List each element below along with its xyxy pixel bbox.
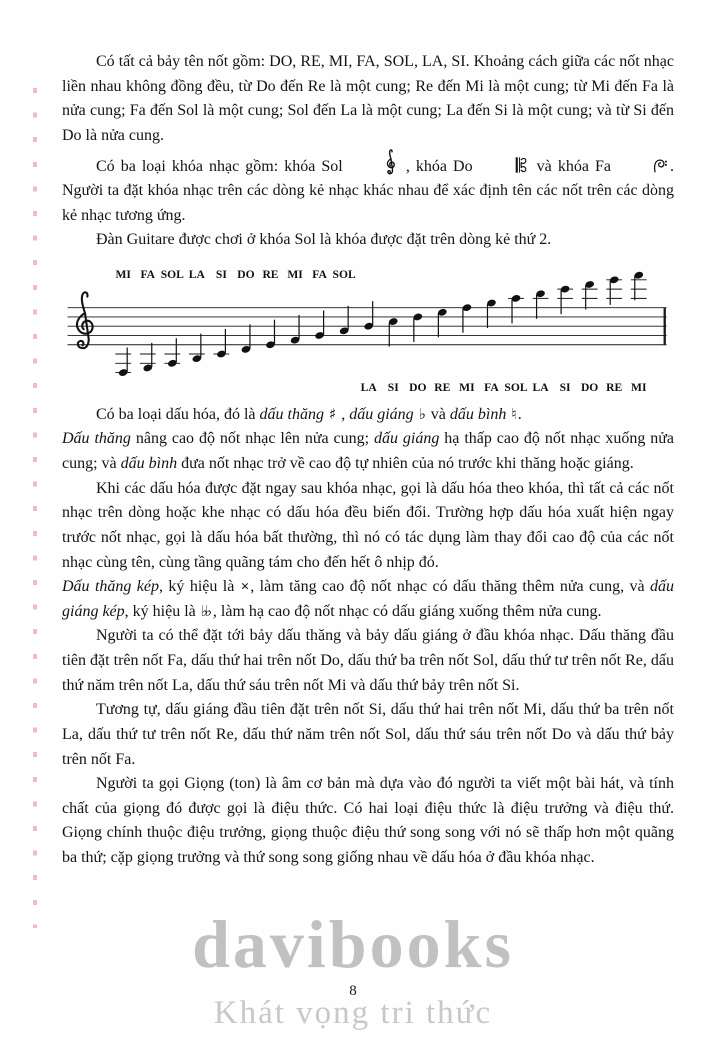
svg-text:FA: FA [312, 267, 327, 281]
svg-text:DO: DO [409, 381, 427, 395]
svg-text:LA: LA [532, 381, 549, 395]
text-run: Tương tự, dấu giáng đầu tiên đặt trên nốt Si, dấu thứ hai trên nốt Mi, dấu thứ ba trên nốt La, dấu thứ tư trên nốt Re, dấu thứ năm trên nốt Sol, dấu thứ sáu trên nốt Do và dấu thứ bảy trên nốt Fa. [62, 701, 674, 768]
svg-text:DO: DO [580, 381, 599, 395]
svg-text:LA: LA [360, 381, 377, 395]
paragraph [62, 149, 674, 229]
svg-text:LA: LA [188, 267, 205, 281]
svg-text:SI: SI [387, 381, 399, 395]
watermark-brand: davibooks [192, 906, 514, 982]
svg-text:MI: MI [459, 381, 475, 395]
text-run: và [426, 405, 450, 423]
page-content [62, 50, 674, 871]
text-run: dấu bình [120, 455, 178, 473]
svg-text:SOL: SOL [504, 381, 528, 395]
svg-text:DO: DO [237, 267, 255, 281]
svg-text:FA: FA [140, 267, 156, 281]
text-run: nâng cao độ nốt nhạc lên nửa cung; [130, 430, 375, 448]
text-run: dấu bình [449, 405, 507, 423]
sharp-icon: ♯ [328, 404, 337, 423]
natural-icon: ♮ [511, 404, 517, 423]
text-run: , ký hiệu là [159, 578, 240, 596]
text-run: Đàn Guitare được chơi ở khóa Sol là khóa được đặt trên dòng kẻ thứ 2. [96, 231, 552, 249]
text-run: dấu giáng [349, 405, 414, 423]
treble-clef-icon [349, 149, 400, 177]
text-run: , [337, 405, 350, 423]
paragraph [62, 772, 674, 871]
text-run: hạ thấp cao độ nốt nhạc xuống nửa cung; và [62, 430, 675, 473]
paragraph [62, 50, 674, 149]
paragraphs-top [62, 50, 674, 253]
paragraph [62, 403, 674, 428]
text-run: Dấu thăng kép [62, 578, 160, 596]
svg-text:RE: RE [606, 381, 623, 395]
text-run: Có tất cả bảy tên nốt gồm: DO, RE, MI, FA, SOL, LA, SI. Khoảng cách giữa các nốt nhạc liền nhau không đồng đều, từ Do đến Re là một cung; Re đến Mi là một cung; từ Mi đến Fa là nửa cung; Fa đến Sol là một cung; Sol đến La là một cung; La đến Si là một cung; và từ Si đến Do là nửa cung. [62, 53, 674, 144]
text-run: , khóa Do [399, 157, 479, 175]
text-run: Có ba loại khóa nhạc gồm: khóa Sol [96, 157, 349, 175]
page-number: 8 [349, 983, 357, 999]
svg-text:SOL: SOL [332, 267, 356, 281]
paragraph [62, 228, 674, 253]
paragraph [62, 575, 674, 624]
text-run: dấu thăng [259, 405, 324, 423]
paragraph [62, 624, 674, 698]
staff-figure [62, 265, 674, 395]
bass-clef-icon [617, 158, 670, 174]
double-flat-icon: ♭♭ [200, 601, 209, 620]
paragraph [62, 427, 674, 476]
svg-text:SI: SI [559, 381, 571, 395]
flat-icon: ♭ [418, 404, 426, 423]
text-run: . Người ta đặt khóa nhạc trên các dòng kẻ nhạc khác nhau để xác định tên các nốt trên các dòng kẻ nhạc tương ứng. [62, 157, 675, 224]
paragraph [62, 477, 674, 576]
text-run: Người ta có thể đặt tới bảy dấu thăng và bảy dấu giáng ở đầu khóa nhạc. Dấu thăng đầu tiên đặt trên nốt Fa, dấu thứ hai trên nốt Do, dấu thứ ba trên nốt Sol, dấu thứ tư trên nốt Re, dấu thứ năm trên nốt La, dấu thứ sáu trên nốt Mi và dấu thứ bảy trên nốt Si. [62, 627, 674, 694]
text-run: đưa nốt nhạc trở về cao độ tự nhiên của nó trước khi thăng hoặc giáng. [177, 455, 634, 473]
svg-text:RE: RE [434, 381, 451, 395]
staff-svg [62, 265, 674, 395]
svg-text:SOL: SOL [160, 267, 184, 281]
alto-clef-icon [479, 156, 531, 174]
paragraph [62, 698, 674, 772]
text-run: , làm tăng cao độ nốt nhạc có dấu thăng thêm nửa cung, và [250, 578, 651, 596]
scan-artifact-marks [33, 88, 37, 928]
svg-text:SI: SI [215, 267, 227, 281]
text-run: Có ba loại dấu hóa, đó là [96, 405, 260, 423]
text-run: , làm hạ cao độ nốt nhạc có dấu giáng xuống thêm nửa cung. [212, 602, 602, 620]
double-sharp-icon: × [240, 579, 250, 596]
text-run: Người ta gọi Giọng (ton) là âm cơ bản mà dựa vào đó người ta viết một bài hát, và tính chất của giọng đó được gọi là điệu thức. Có hai loại điệu thức là điệu trưởng và điệu thứ. Giọng chính thuộc điệu trưởng, giọng thuộc điệu thứ song song với nó sẽ thấp hơn một quãng ba thứ; cặp giọng trưởng và thứ song song giống nhau về dấu hóa ở đầu khóa nhạc. [62, 775, 674, 867]
text-run: và khóa Fa [530, 157, 618, 175]
svg-text:MI: MI [287, 267, 303, 281]
paragraphs-bottom [62, 403, 674, 871]
svg-text:RE: RE [262, 267, 279, 281]
text-run: dấu giáng [374, 430, 440, 448]
text-run: dấu giáng kép [62, 578, 675, 620]
text-run: Khi các dấu hóa được đặt ngay sau khóa nhạc, gọi là dấu hóa theo khóa, thì tất cả các nốt nhạc trên dòng hoặc khe nhạc có dấu hóa đều biến đổi. Trường hợp dấu hóa xuất hiện ngay trước nốt nhạc, gọi là dấu hóa bất thường, thì nó có tác dụng làm thay đổi cao độ của các nốt nhạc cùng tên, cùng tầng quãng tám cho đến hết ô nhịp đó. [62, 479, 674, 571]
svg-text:MI: MI [115, 267, 131, 281]
svg-text:FA: FA [484, 381, 499, 395]
text-run: , ký hiệu là [124, 602, 200, 620]
watermark-slogan: Khát vọng tri thức [213, 995, 493, 1031]
text-run: . [517, 405, 522, 423]
text-run: Dấu thăng [62, 430, 131, 448]
svg-text:MI: MI [631, 381, 647, 395]
